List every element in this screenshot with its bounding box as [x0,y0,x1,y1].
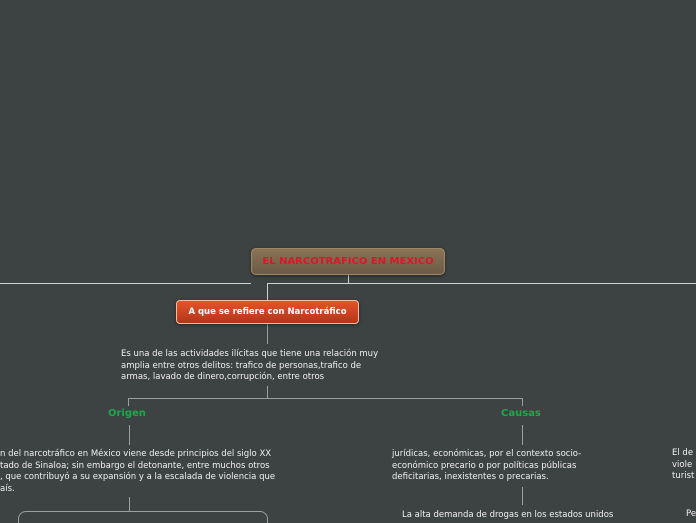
branch-connector-horizontal [128,398,523,399]
main-topic-connector [267,283,268,300]
origen-text-connector [129,425,130,445]
root-topic-label: EL NARCOTRAFICO EN MEXICO [262,256,434,267]
root-connector-line-bottom [267,283,447,284]
definition-connector [267,324,268,344]
causas-label[interactable]: Causas [501,408,541,419]
causas-text[interactable]: jurídicas, económicas, por el contexto socio- económico precario o por políticas públicas deficitarias, inexistentes o precarias. [392,449,582,482]
right-fragment-text[interactable]: El de viole turist [672,448,695,481]
origen-subtext-frame [18,511,268,523]
origen-text[interactable]: n del narcotráfico en México viene desde principios del siglo XX tado de Sinaloa; sin embargo el detonante, entre muchos otros , que contribuyó a su expansión y a la escalada de violencia que aís. [0,449,276,494]
origen-label[interactable]: Origen [108,408,146,419]
definition-text[interactable]: Es una de las actividades ilícitas que tiene una relación muy amplia entre otros delitos: trafico de personas,trafico de armas, lavado de dinero,corrupción, entre otros [121,349,379,382]
main-topic-label: A que se refiere con Narcotráfico [188,307,347,317]
origen-subtext-connector [129,497,130,511]
root-connector-line-left [0,283,251,284]
causas-subtext[interactable]: La alta demanda de drogas en los estados unidos [402,510,614,520]
main-topic-node[interactable] [176,300,359,324]
root-topic-node[interactable] [251,248,445,275]
causas-text-connector [522,425,523,445]
causas-connector [522,398,523,406]
causas-subtext-connector [522,487,523,505]
right-fragment-text-2[interactable]: Pe [686,509,696,519]
root-connector-line-right [445,283,696,284]
branch-connector-down [267,386,268,398]
origen-connector [128,398,129,406]
root-connector-stub [348,275,349,284]
